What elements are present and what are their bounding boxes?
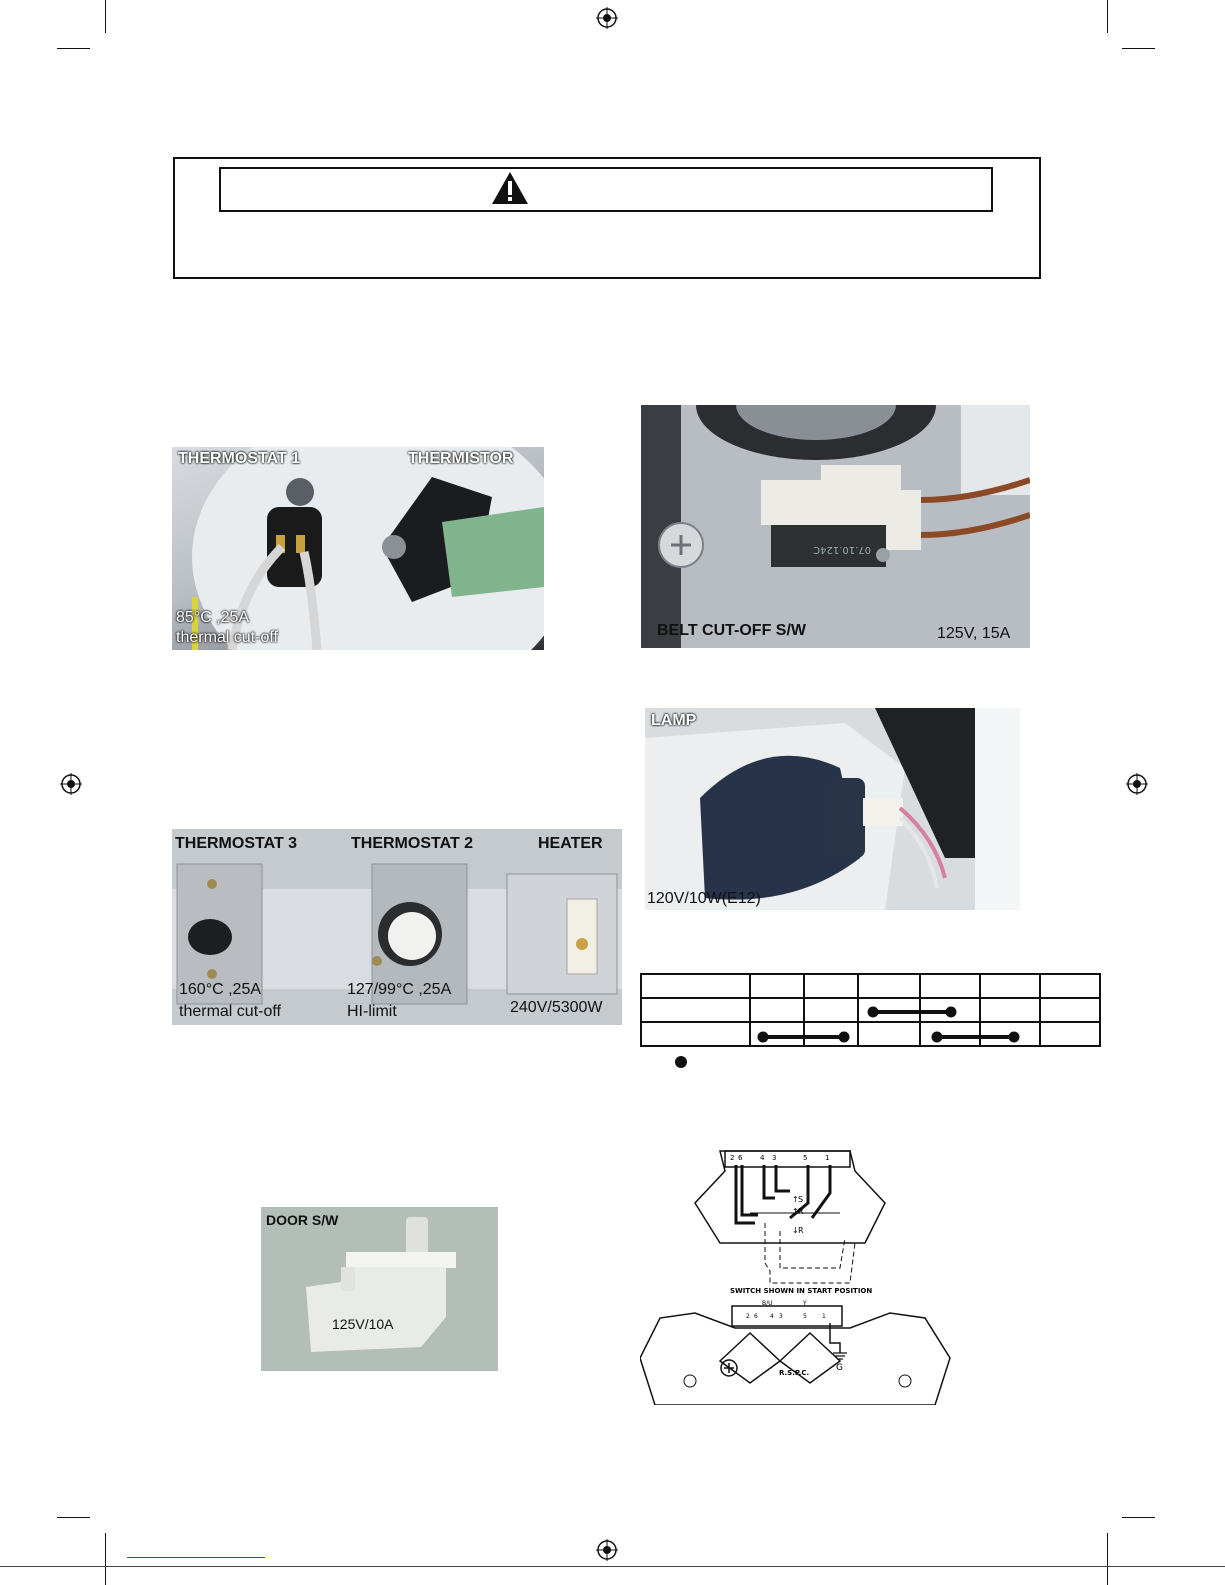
ground-icon bbox=[833, 1353, 847, 1359]
svg-text:↑: ↑ bbox=[792, 1207, 799, 1216]
contact-dot-icon bbox=[932, 1032, 943, 1043]
switch-marker: R bbox=[798, 1207, 804, 1216]
thermostat3-spec-type: thermal cut-off bbox=[179, 1003, 281, 1020]
heater-spec: 240V/5300W bbox=[510, 999, 603, 1016]
crop-mark bbox=[1122, 48, 1155, 49]
crop-mark bbox=[1107, 0, 1108, 33]
crop-mark bbox=[0, 1566, 1225, 1567]
svg-text:↓: ↓ bbox=[792, 1226, 799, 1235]
contact-dot-icon bbox=[946, 1007, 957, 1018]
thermostat1-spec-type: thermal cut-off bbox=[176, 629, 278, 646]
lamp-spec: 120V/10W(E12) bbox=[647, 890, 761, 907]
contact-dot-icon bbox=[758, 1032, 769, 1043]
terminal-label: 4 bbox=[760, 1154, 765, 1162]
thermostat2-spec-type: HI-limit bbox=[347, 1003, 397, 1020]
belt-switch-label: BELT CUT-OFF S/W bbox=[657, 622, 807, 639]
thermostat1-spec-rating: 85°C ,25A bbox=[176, 609, 250, 626]
switch-marker: S bbox=[798, 1195, 804, 1204]
motor-switch-diagram bbox=[640, 1143, 955, 1405]
terminal-label: 4 bbox=[770, 1313, 774, 1320]
terminal-label: 2 bbox=[730, 1154, 735, 1162]
bottom-terminal-tag: B/U bbox=[762, 1300, 773, 1307]
terminal-label: 1 bbox=[822, 1313, 826, 1320]
thermistor-label: THERMISTOR bbox=[408, 450, 514, 467]
lamp-label: LAMP bbox=[651, 712, 697, 729]
crop-mark bbox=[1122, 1517, 1155, 1518]
terminal-label: 2 bbox=[746, 1313, 750, 1320]
thermostat3-label: THERMOSTAT 3 bbox=[175, 835, 298, 852]
link-underline bbox=[127, 1557, 265, 1558]
registration-mark-icon bbox=[1126, 773, 1148, 795]
belt-switch-spec: 125V, 15A bbox=[937, 625, 1011, 642]
contact-dot-icon bbox=[675, 1056, 687, 1068]
terminal-label: 5 bbox=[803, 1313, 807, 1320]
registration-mark-icon bbox=[60, 773, 82, 795]
lamp-photo bbox=[645, 708, 1020, 910]
heater-photo bbox=[172, 829, 622, 1025]
board-label: R.S.P.C. bbox=[779, 1369, 810, 1377]
heater-label: HEATER bbox=[538, 835, 603, 852]
registration-mark-icon bbox=[596, 1539, 618, 1561]
terminal-label: 5 bbox=[803, 1154, 808, 1162]
thermostat3-spec-rating: 160°C ,25A bbox=[179, 981, 262, 998]
thermostat2-label: THERMOSTAT 2 bbox=[351, 835, 474, 852]
crop-mark bbox=[57, 1517, 90, 1518]
bottom-terminal-tag: Y bbox=[803, 1300, 807, 1307]
door-switch-spec: 125V/10A bbox=[332, 1316, 394, 1332]
terminal-label: 3 bbox=[772, 1154, 777, 1162]
thermostat1-photo bbox=[172, 447, 544, 650]
switch-marker: R bbox=[798, 1226, 804, 1235]
terminal-label: 1 bbox=[825, 1154, 830, 1162]
terminal-label: 6 bbox=[754, 1313, 758, 1320]
ground-label: G bbox=[836, 1363, 843, 1373]
switch-connections bbox=[640, 973, 1040, 1073]
thermostat1-label: THERMOSTAT 1 bbox=[178, 450, 301, 467]
door-switch-photo bbox=[261, 1207, 498, 1371]
terminal-label: 3 bbox=[779, 1313, 783, 1320]
contact-dot-icon bbox=[1009, 1032, 1020, 1043]
warning-header bbox=[219, 167, 993, 212]
crop-mark bbox=[57, 48, 90, 49]
crop-mark bbox=[105, 1533, 106, 1585]
terminal-label: 6 bbox=[738, 1154, 743, 1162]
registration-mark-icon bbox=[596, 7, 618, 29]
diagram-caption: SWITCH SHOWN IN START POSITION bbox=[730, 1287, 873, 1295]
thermostat2-spec-rating: 127/99°C ,25A bbox=[347, 981, 452, 998]
belt-switch-photo bbox=[641, 405, 1030, 648]
crop-mark bbox=[105, 0, 106, 33]
door-switch-label: DOOR S/W bbox=[266, 1212, 339, 1228]
contact-dot-icon bbox=[839, 1032, 850, 1043]
crop-mark bbox=[1107, 1533, 1108, 1585]
warning-triangle-icon bbox=[490, 170, 530, 206]
svg-text:↑: ↑ bbox=[792, 1195, 799, 1204]
belt-switch-marking: 07.10.124C bbox=[813, 544, 871, 555]
contact-dot-icon bbox=[868, 1007, 879, 1018]
